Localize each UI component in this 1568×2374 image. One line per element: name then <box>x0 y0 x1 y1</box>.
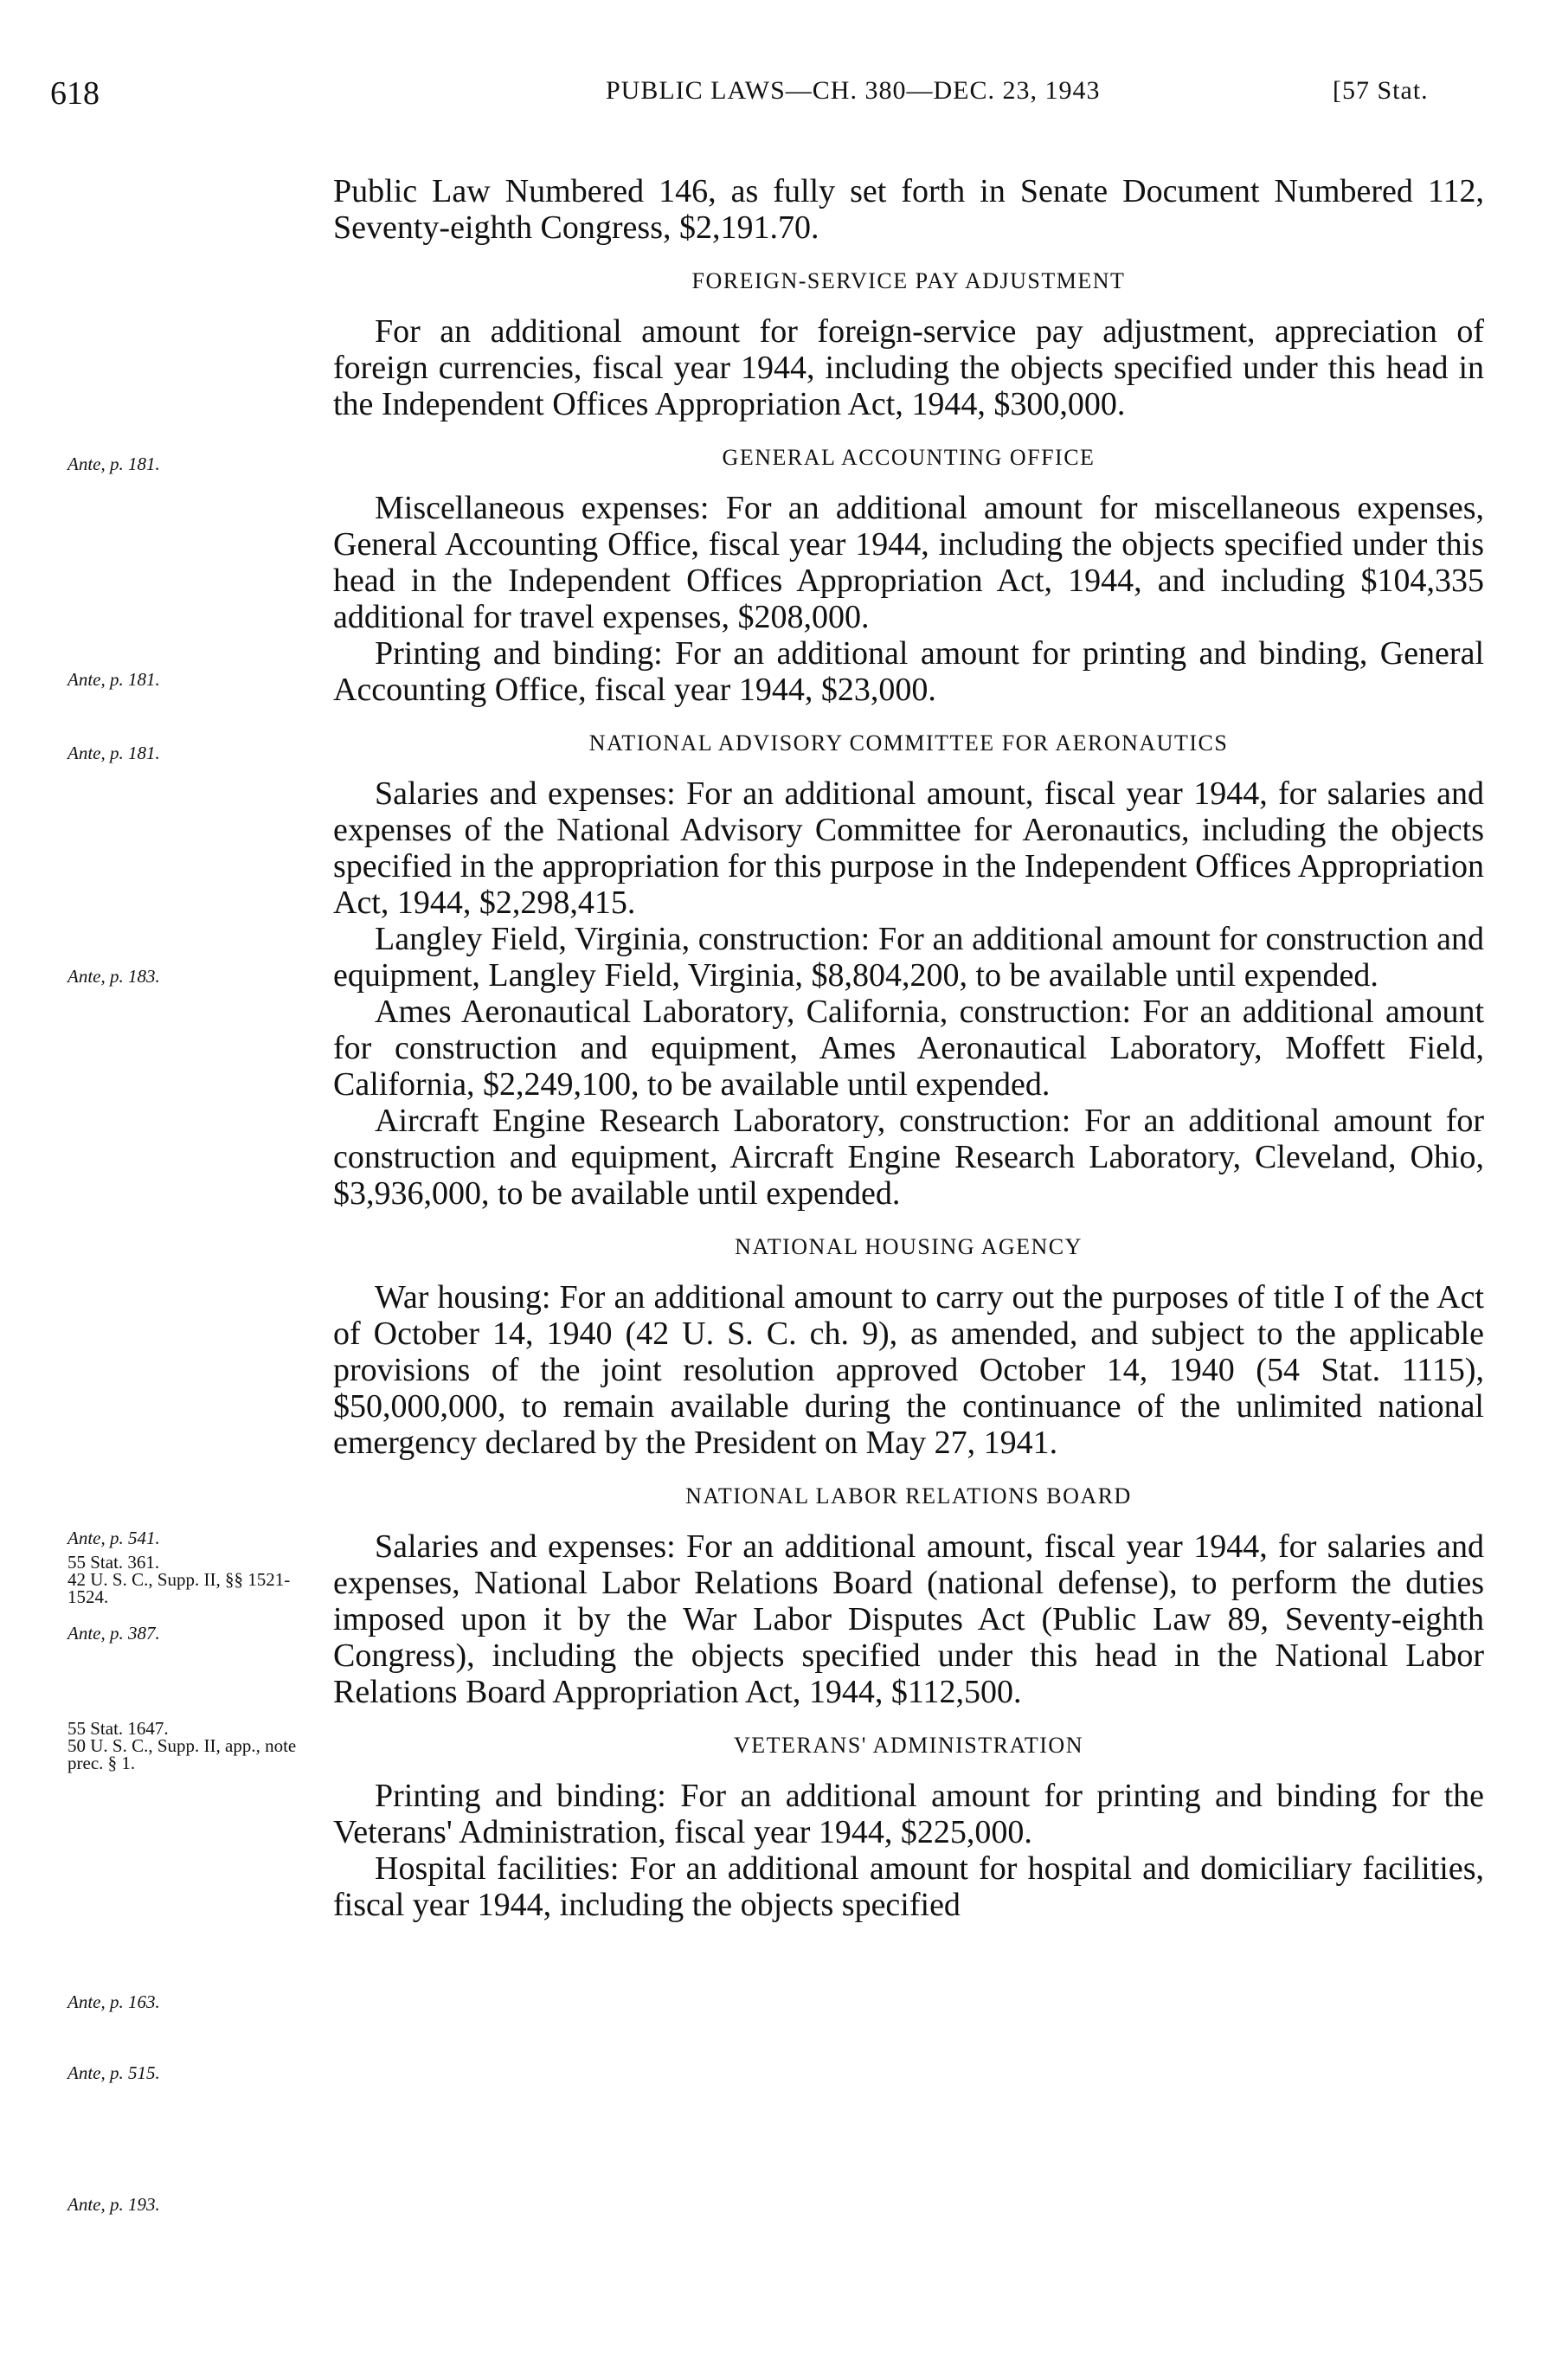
paragraph: Hospital facilities: For an additional amount for hospital and domiciliary facilities, fiscal year 1944, including the objects specified <box>333 1850 1484 1923</box>
margin-note: 50 U. S. C., Supp. II, app., note prec. § 1. <box>67 1735 297 1773</box>
main-text <box>333 173 1484 1923</box>
paragraph: For an additional amount for foreign-service pay adjustment, appreciation of foreign currencies, fiscal year 1944, including the objects specified under this head in the Independent Offices Appropriation Act, 1944, $300,000. <box>333 313 1484 422</box>
margin-note: Ante, p. 183. <box>67 966 160 987</box>
margin-note: 55 Stat. 1647. <box>67 1718 169 1739</box>
paragraph: Ames Aeronautical Laboratory, California, construction: For an additional amount for construction and equipment, Ames Aeronautical Laboratory, Moffett Field, California, $2,249,100, to be available until expended. <box>333 994 1484 1103</box>
margin-note: Ante, p. 387. <box>67 1623 160 1644</box>
paragraph: Aircraft Engine Research Laboratory, construction: For an additional amount for construction and equipment, Aircraft Engine Research Laboratory, Cleveland, Ohio, $3,936,000, to be available until expended. <box>333 1103 1484 1212</box>
section-heading-housing: NATIONAL HOUSING AGENCY <box>735 1234 1083 1259</box>
paragraph: Printing and binding: For an additional amount for printing and binding for the Veterans' Administration, fiscal year 1944, $225,000. <box>333 1778 1484 1850</box>
margin-note: 42 U. S. C., Supp. II, §§ 1521-1524. <box>67 1569 291 1607</box>
paragraph: Salaries and expenses: For an additional amount, fiscal year 1944, for salaries and expenses of the National Advisory Committee for Aeronautics, including the objects specified in the appropriation for this purpose in the Independent Offices Appropriation Act, 1944, $2,298,415. <box>333 775 1484 921</box>
margin-note: Ante, p. 163. <box>67 1991 160 2012</box>
paragraph: Salaries and expenses: For an additional amount, fiscal year 1944, for salaries and expenses, National Labor Relations Board (national defense), to perform the duties imposed upon it by the War Labor Disputes Act (Public Law 89, Seventy-eighth Congress), including the objects specified under this head in the National Labor Relations Board Appropriation Act, 1944, $112,500. <box>333 1528 1484 1710</box>
margin-note: Ante, p. 181. <box>67 454 160 474</box>
margin-note: 55 Stat. 361. <box>67 1552 160 1573</box>
margin-note: Ante, p. 193. <box>67 2194 160 2215</box>
section-heading-aeronautics: NATIONAL ADVISORY COMMITTEE FOR AERONAUTICS <box>588 730 1229 756</box>
section-heading-labor-relations: NATIONAL LABOR RELATIONS BOARD <box>685 1483 1132 1509</box>
running-head: PUBLIC LAWS—CH. 380—DEC. 23, 1943 <box>606 76 1101 105</box>
page-header <box>0 74 1568 126</box>
paragraph: Langley Field, Virginia, construction: For an additional amount for construction and equipment, Langley Field, Virginia, $8,804,200, to be available until expended. <box>333 921 1484 994</box>
volume-reference: [57 Stat. <box>1333 76 1429 105</box>
section-heading-veterans: VETERANS' ADMINISTRATION <box>734 1733 1083 1758</box>
opening-paragraph: Public Law Numbered 146, as fully set forth in Senate Document Numbered 112, Seventy-eighth Congress, $2,191.70. <box>333 173 1484 246</box>
margin-note: Ante, p. 541. <box>67 1528 160 1548</box>
page-number: 618 <box>50 75 100 112</box>
margin-note: Ante, p. 181. <box>67 669 160 690</box>
paragraph: Miscellaneous expenses: For an additional amount for miscellaneous expenses, General Accounting Office, fiscal year 1944, including the objects specified under this head in the Independent Offices Appropriation Act, 1944, and including $104,335 additional for travel expenses, $208,000. <box>333 490 1484 635</box>
section-heading-general-accounting: GENERAL ACCOUNTING OFFICE <box>722 445 1096 470</box>
margin-note: Ante, p. 181. <box>67 743 160 763</box>
paragraph: Printing and binding: For an additional amount for printing and binding, General Accounting Office, fiscal year 1944, $23,000. <box>333 635 1484 708</box>
paragraph: War housing: For an additional amount to carry out the purposes of title I of the Act of October 14, 1940 (42 U. S. C. ch. 9), as amended, and subject to the applicable provisions of the joint resolution approved October 14, 1940 (54 Stat. 1115), $50,000,000, to remain available during the continuance of the unlimited national emergency declared by the President on May 27, 1941. <box>333 1279 1484 1461</box>
section-heading-foreign-service: FOREIGN-SERVICE PAY ADJUSTMENT <box>691 268 1126 293</box>
margin-note: Ante, p. 515. <box>67 2062 160 2083</box>
